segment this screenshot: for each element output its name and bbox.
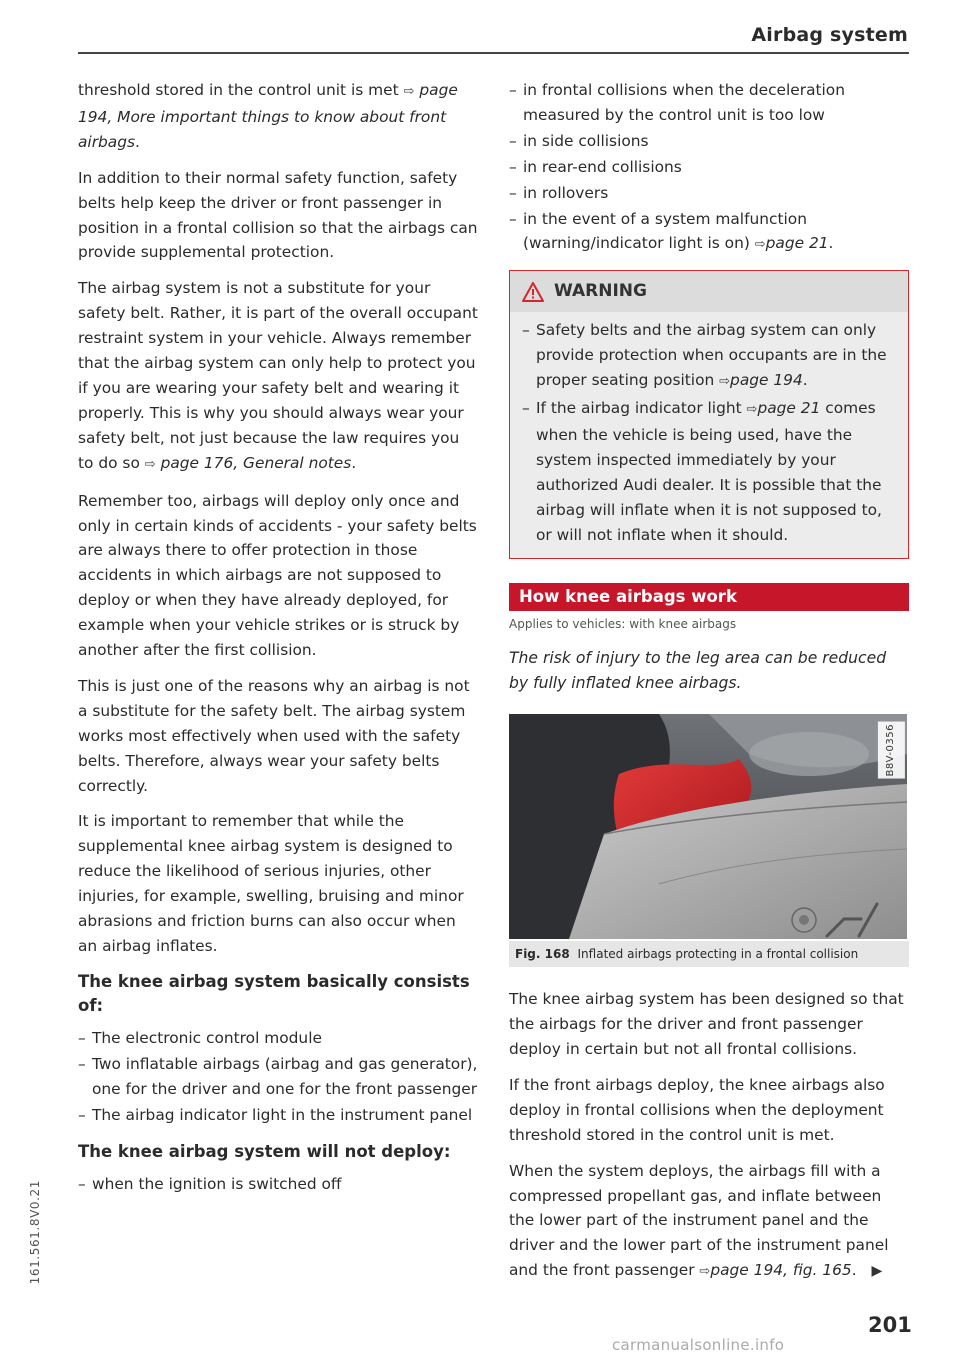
not-deploy-list <box>78 1172 478 1197</box>
warning-title: WARNING <box>554 281 647 302</box>
not-deploy-list-continued <box>509 78 909 258</box>
warning-item: – Safety belts and the airbag system can only provide protection when occupants are in the proper seating position ⇨page 194. <box>522 318 896 395</box>
arrow-right-icon: ⇨ <box>746 401 758 417</box>
watermark: carmanualsonline.info <box>612 1336 785 1354</box>
document-code: 161.561.8V0.21 <box>28 1180 42 1285</box>
page-header-title: Airbag system <box>751 24 908 46</box>
applies-note: Applies to vehicles: with knee airbags <box>509 617 737 632</box>
arrow-right-icon: ⇨ <box>719 374 731 390</box>
page-number: 201 <box>868 1313 912 1337</box>
figure-code: B8V-0356 <box>878 722 905 779</box>
list-item: – The airbag indicator light in the instrument panel <box>78 1103 478 1128</box>
paragraph: threshold stored in the control unit is met ⇨ page 194, More important things to know about front airbags. <box>78 81 458 151</box>
warning-list <box>522 318 896 547</box>
list-item: – in frontal collisions when the deceleration measured by the control unit is too low <box>509 78 909 128</box>
paragraph: The airbag system is not a substitute for your safety belt. Rather, it is part of the overall occupant restraint system in your vehicle. Always remember that the airbag system can only help to protect you if you are wearing your safety belt and wearing it properly. This is why you should always wear your safety belt, not just because the law requires you to do so ⇨ page 176, General notes. <box>78 279 478 472</box>
paragraph: This is just one of the reasons why an airbag is not a substitute for the safety belt. The airbag system works most effectively when used with the safety belts. Therefore, always wear your safety belts correctly. <box>78 676 470 795</box>
cross-reference-link[interactable]: page 21 <box>757 398 821 417</box>
list-item: – in side collisions <box>509 129 909 154</box>
list-item: – in rollovers <box>509 181 909 206</box>
warning-body <box>510 312 908 558</box>
figure-knee-airbag-image <box>509 714 907 939</box>
arrow-right-icon: ⇨ <box>699 1264 711 1280</box>
inflated-knee-airbag-illustration <box>509 714 907 939</box>
consists-list <box>78 1026 478 1128</box>
figure-label: Fig. 168 <box>515 947 570 962</box>
section-title-bar: How knee airbags work <box>509 583 909 611</box>
figure-caption-text: Inflated airbags protecting in a frontal collision <box>577 947 859 962</box>
warning-triangle-icon <box>522 282 544 302</box>
paragraph: When the system deploys, the airbags fill with a compressed propellant gas, and inflate between the lower part of the instrument panel and the driver and the lower part of the instrument panel and the front passenger ⇨page 194, fig. 165. ▶ <box>509 1161 889 1280</box>
cross-reference-link[interactable]: page 194, More important things to know about front airbags <box>78 81 458 151</box>
cross-reference-link[interactable]: page 194 <box>730 371 803 390</box>
paragraph: The knee airbag system has been designed so that the airbags for the driver and front passenger deploy in certain but not all frontal collisions. <box>509 990 904 1059</box>
paragraph: In addition to their normal safety function, safety belts help keep the driver or front passenger in position in a frontal collision so that the airbags can provide supplemental protection. <box>78 168 478 262</box>
right-column <box>509 78 909 1296</box>
continue-arrow-icon: ▶ <box>871 1263 883 1280</box>
list-item: – in rear-end collisions <box>509 155 909 180</box>
cross-reference-link[interactable]: page 194, fig. 165 <box>710 1261 852 1280</box>
lead-paragraph: The risk of injury to the leg area can be reduced by fully inflated knee airbags. <box>509 649 887 693</box>
list-item: – in the event of a system malfunction (warning/indicator light is on) ⇨page 21. <box>509 207 909 259</box>
arrow-right-icon: ⇨ <box>144 456 156 472</box>
warning-item: – If the airbag indicator light ⇨page 21 comes when the vehicle is being used, have the system inspected immediately by your authorized Audi dealer. It is possible that the airbag will inflate when it is not supposed to, or will not inflate when it should. <box>522 396 896 547</box>
arrow-right-icon: ⇨ <box>403 84 415 99</box>
subheading-not-deploy: The knee airbag system will not deploy: <box>78 1141 451 1161</box>
warning-header <box>510 271 908 312</box>
warning-box <box>509 270 909 559</box>
header-rule <box>78 52 909 54</box>
list-item: – Two inflatable airbags (airbag and gas generator), one for the driver and one for the front passenger <box>78 1052 478 1102</box>
figure-caption <box>509 941 909 967</box>
cross-reference-link[interactable]: page 21 <box>765 234 829 253</box>
cross-reference-link[interactable]: page 176, General notes <box>160 453 352 472</box>
paragraph: If the front airbags deploy, the knee airbags also deploy in frontal collisions when the deployment threshold stored in the control unit is met. <box>509 1075 885 1144</box>
paragraph: It is important to remember that while the supplemental knee airbag system is designed to reduce the likelihood of serious injuries, other injuries, for example, swelling, bruising and minor abrasions and friction burns can also occur when an airbag inflates. <box>78 812 464 955</box>
arrow-right-icon: ⇨ <box>754 237 766 253</box>
paragraph: Remember too, airbags will deploy only once and only in certain kinds of accidents - your safety belts are always there to offer protection in those accidents in which airbags are not supposed to deploy or when they have already deployed, for example when your vehicle strikes or is struck by another after the first collision. <box>78 491 477 660</box>
left-column <box>78 78 478 1208</box>
list-item: – The electronic control module <box>78 1026 478 1051</box>
list-item: – when the ignition is switched off <box>78 1172 478 1197</box>
subheading-consists: The knee airbag system basically consists of: <box>78 971 470 1015</box>
